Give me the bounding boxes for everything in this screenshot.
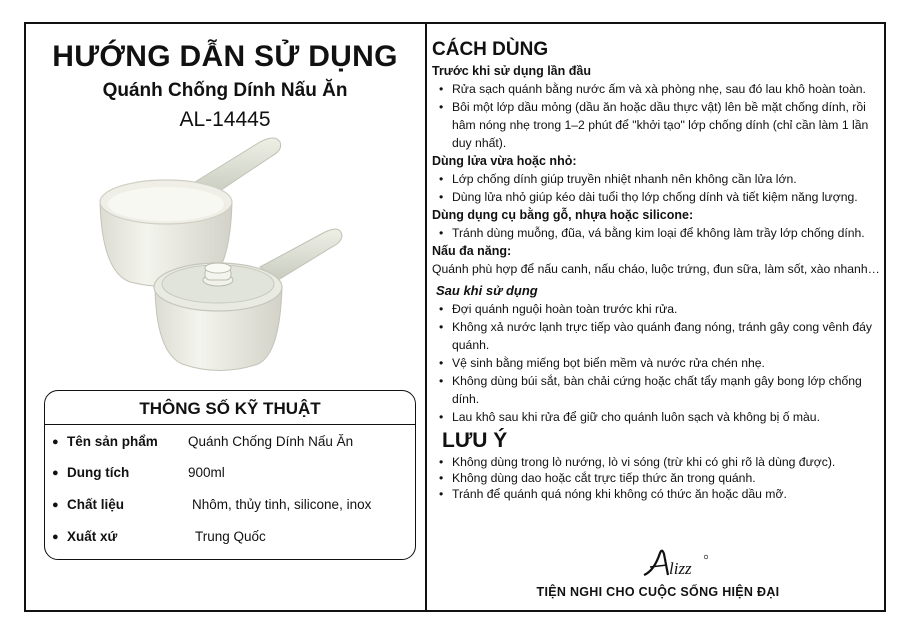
- column-divider: [425, 22, 427, 612]
- spec-label: Tên sản phẩm: [67, 434, 158, 449]
- tools-list: [432, 224, 884, 242]
- usage-section: [432, 38, 884, 502]
- list-item: • Rửa sạch quánh bằng nước ấm và xà phòng nhẹ, sau đó lau khô hoàn toàn.: [432, 80, 884, 98]
- model-number: AL-14445: [179, 108, 271, 131]
- after-title: Sau khi sử dụng: [436, 283, 538, 298]
- svg-text:lizz: lizz: [669, 559, 692, 578]
- list-item: • Đợi quánh nguội hoàn toàn trước khi rửa.: [432, 300, 884, 318]
- spec-label: Xuất xứ: [67, 529, 118, 544]
- spec-label: Chất liệu: [67, 497, 125, 512]
- list-item: • Không dùng dao hoặc cắt trực tiếp thức ăn trong quánh.: [432, 470, 884, 486]
- specs-title: THÔNG SỐ KỸ THUẬT: [139, 399, 321, 418]
- spec-row-capacity: [45, 465, 415, 493]
- page-title: HƯỚNG DẪN SỬ DỤNG: [52, 40, 398, 73]
- product-name: Quánh Chống Dính Nấu Ăn: [102, 80, 348, 101]
- notes-heading: LƯU Ý: [442, 429, 508, 452]
- brand-tagline: TIỆN NGHI CHO CUỘC SỐNG HIỆN ĐẠI: [536, 585, 780, 599]
- list-item: • Vệ sinh bằng miếng bọt biển mềm và nước rửa chén nhẹ.: [432, 354, 884, 372]
- after-list: [432, 300, 884, 426]
- list-item: • Bôi một lớp dầu mỏng (dầu ăn hoặc dầu thực vật) lên bề mặt chống dính, rồi hâm nóng nhẹ trong 1–2 phút để "khởi tạo" lớp chống dính (chỉ cần làm 1 lần duy nhất).: [432, 98, 884, 152]
- spec-value: 900ml: [188, 465, 225, 480]
- spec-value: Trung Quốc: [195, 529, 266, 544]
- usage-heading: CÁCH DÙNG: [432, 39, 549, 60]
- product-image: [90, 132, 360, 382]
- brand-logo: [640, 545, 710, 579]
- multi-title: Nấu đa năng:: [432, 244, 512, 258]
- spec-row-name: [45, 434, 415, 462]
- tools-title: Dùng dụng cụ bằng gỗ, nhựa hoặc silicone:: [432, 208, 694, 222]
- heat-list: [432, 170, 884, 206]
- spec-row-material: [45, 497, 415, 525]
- list-item: • Tránh dùng muỗng, đũa, vá bằng kim loại để không làm trầy lớp chống dính.: [432, 224, 884, 242]
- spec-value: Quánh Chống Dính Nấu Ăn: [188, 434, 354, 449]
- spec-row-origin: [45, 529, 415, 557]
- notes-list: [432, 454, 884, 502]
- list-item: • Dùng lửa nhỏ giúp kéo dài tuổi thọ lớp chống dính và tiết kiệm năng lượng.: [432, 188, 884, 206]
- first-use-list: [432, 80, 884, 152]
- list-item: • Không xả nước lạnh trực tiếp vào quánh đang nóng, tránh gây cong vênh đáy quánh.: [432, 318, 884, 354]
- multi-text: Quánh phù hợp để nấu canh, nấu cháo, luộc trứng, đun sữa, làm sốt, xào nhanh…: [432, 262, 880, 276]
- heat-title: Dùng lửa vừa hoặc nhỏ:: [432, 154, 577, 168]
- specs-table: [44, 390, 416, 560]
- list-item: • Tránh để quánh quá nóng khi không có thức ăn hoặc dầu mỡ.: [432, 486, 884, 502]
- bullet-icon: ●: [52, 499, 59, 511]
- specs-divider: [45, 424, 415, 425]
- spec-value: Nhôm, thủy tinh, silicone, inox: [192, 497, 372, 512]
- first-use-title: Trước khi sử dụng lần đầu: [432, 64, 591, 78]
- bullet-icon: ●: [52, 531, 59, 543]
- bullet-icon: ●: [52, 436, 59, 448]
- list-item: • Lớp chống dính giúp truyền nhiệt nhanh nên không cần lửa lớn.: [432, 170, 884, 188]
- list-item: • Lau khô sau khi rửa để giữ cho quánh luôn sạch và không bị ố màu.: [432, 408, 884, 426]
- list-item: • Không dùng trong lò nướng, lò vi sóng (trừ khi có ghi rõ là dùng được).: [432, 454, 884, 470]
- spec-label: Dung tích: [67, 465, 130, 480]
- bullet-icon: ●: [52, 467, 59, 479]
- list-item: • Không dùng búi sắt, bàn chải cứng hoặc chất tẩy mạnh gây bong lớp chống dính.: [432, 372, 884, 408]
